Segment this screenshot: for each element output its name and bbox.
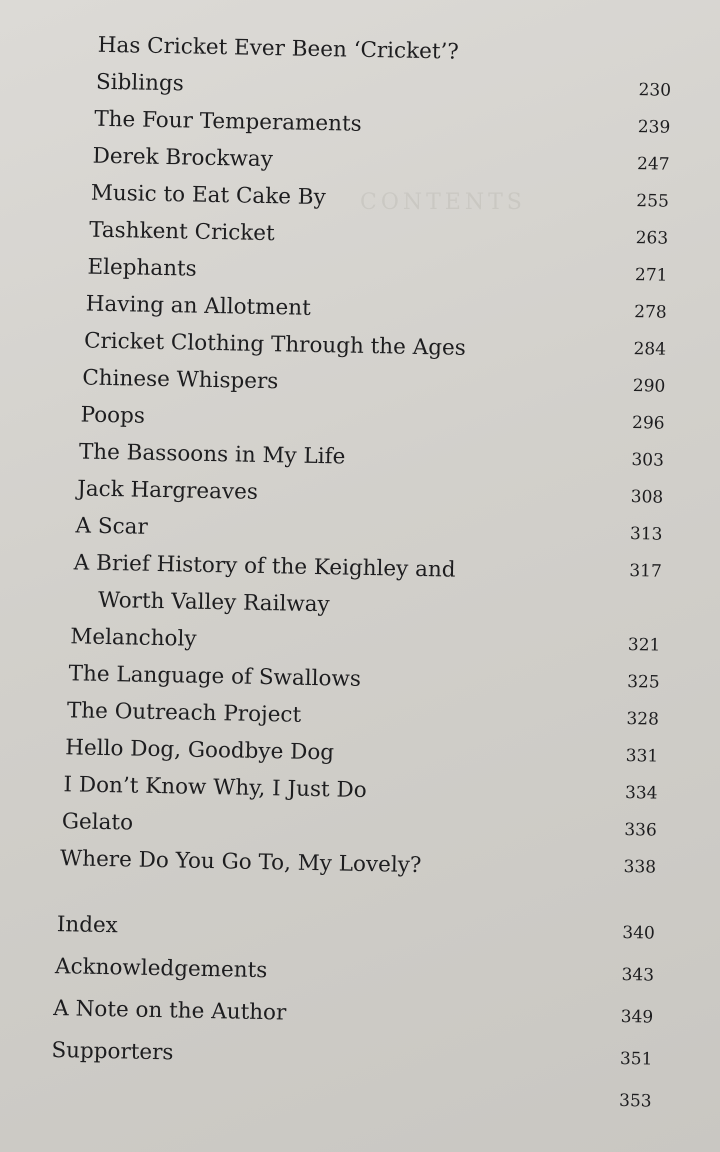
toc-trailing-page bbox=[39, 1080, 660, 1129]
entry-title: The Language of Swallows bbox=[68, 661, 362, 692]
entry-title: Tashkent Cricket bbox=[88, 217, 275, 247]
entry-page-number: 340 bbox=[622, 922, 655, 944]
entry-page-number: 278 bbox=[634, 302, 667, 323]
show-through-text: CONTENTS bbox=[360, 190, 526, 215]
entry-title: Having an Allotment bbox=[85, 291, 311, 321]
entry-page-number: 317 bbox=[629, 561, 662, 582]
entry-title: Where Do You Go To, My Lovely? bbox=[59, 846, 422, 879]
entry-page-number: 303 bbox=[631, 450, 665, 471]
entry-title: Acknowledgements bbox=[54, 954, 268, 984]
toc-end-matter-entry bbox=[42, 912, 663, 961]
entry-page-number: 271 bbox=[634, 265, 668, 286]
entry-page-number: 239 bbox=[637, 117, 671, 138]
entry-title: Worth Valley Railway bbox=[97, 587, 330, 618]
entry-title: Melancholy bbox=[70, 624, 197, 652]
entry-title: Chinese Whispers bbox=[82, 365, 279, 395]
entry-title: Music to Eat Cake By bbox=[90, 180, 326, 211]
entry-page-number: 331 bbox=[625, 745, 659, 767]
entry-title: Cricket Clothing Through the Ages bbox=[83, 328, 466, 361]
entry-title: I Don’t Know Why, I Just Do bbox=[63, 772, 367, 804]
entry-title: Derek Brockway bbox=[92, 143, 274, 173]
entry-title: The Bassoons in My Life bbox=[78, 439, 346, 470]
entry-title: Jack Hargreaves bbox=[76, 476, 259, 505]
entry-page-number: 343 bbox=[621, 964, 655, 986]
entry-title: Hello Dog, Goodbye Dog bbox=[65, 735, 335, 766]
table-of-contents bbox=[39, 32, 680, 1144]
entry-page-number: 353 bbox=[618, 1090, 652, 1112]
entry-title: Elephants bbox=[87, 254, 197, 282]
entry-title: A Brief History of the Keighley and bbox=[73, 550, 456, 583]
entry-title: Siblings bbox=[95, 69, 185, 97]
entry-page-number: 321 bbox=[627, 635, 661, 656]
entry-title: A Note on the Author bbox=[53, 996, 287, 1026]
entry-page-number: 336 bbox=[624, 819, 657, 841]
entry-title: The Four Temperaments bbox=[94, 106, 362, 137]
entry-page-number: 351 bbox=[619, 1048, 653, 1070]
entry-page-number: 263 bbox=[635, 228, 669, 249]
entry-page-number: 328 bbox=[626, 709, 660, 730]
entry-page-number: 255 bbox=[636, 191, 670, 212]
entry-page-number: 334 bbox=[624, 782, 658, 804]
entry-page-number: 325 bbox=[626, 672, 660, 693]
entry-title: Supporters bbox=[51, 1038, 174, 1066]
entry-page-number: 338 bbox=[623, 856, 657, 878]
entry-page-number: 247 bbox=[636, 154, 670, 175]
entry-page-number: 284 bbox=[633, 339, 667, 360]
entry-title: A Scar bbox=[75, 513, 148, 540]
entry-page-number: 290 bbox=[632, 376, 666, 397]
entry-title: Gelato bbox=[61, 809, 134, 836]
entry-page-number: 308 bbox=[630, 487, 664, 508]
entry-page-number: 313 bbox=[629, 524, 663, 545]
entry-title: Has Cricket Ever Been ‘Cricket’? bbox=[97, 32, 460, 65]
entry-title: Index bbox=[56, 912, 119, 939]
entry-page-number: 230 bbox=[638, 80, 672, 101]
entry-title: Poops bbox=[80, 402, 146, 429]
toc-end-matter-entry bbox=[42, 954, 663, 1003]
toc-end-matter-entry bbox=[40, 1038, 661, 1087]
entry-page-number: 296 bbox=[631, 413, 665, 434]
toc-end-matter-entry bbox=[41, 996, 662, 1045]
entry-page-number: 349 bbox=[620, 1006, 654, 1028]
entry-title: The Outreach Project bbox=[66, 698, 302, 728]
